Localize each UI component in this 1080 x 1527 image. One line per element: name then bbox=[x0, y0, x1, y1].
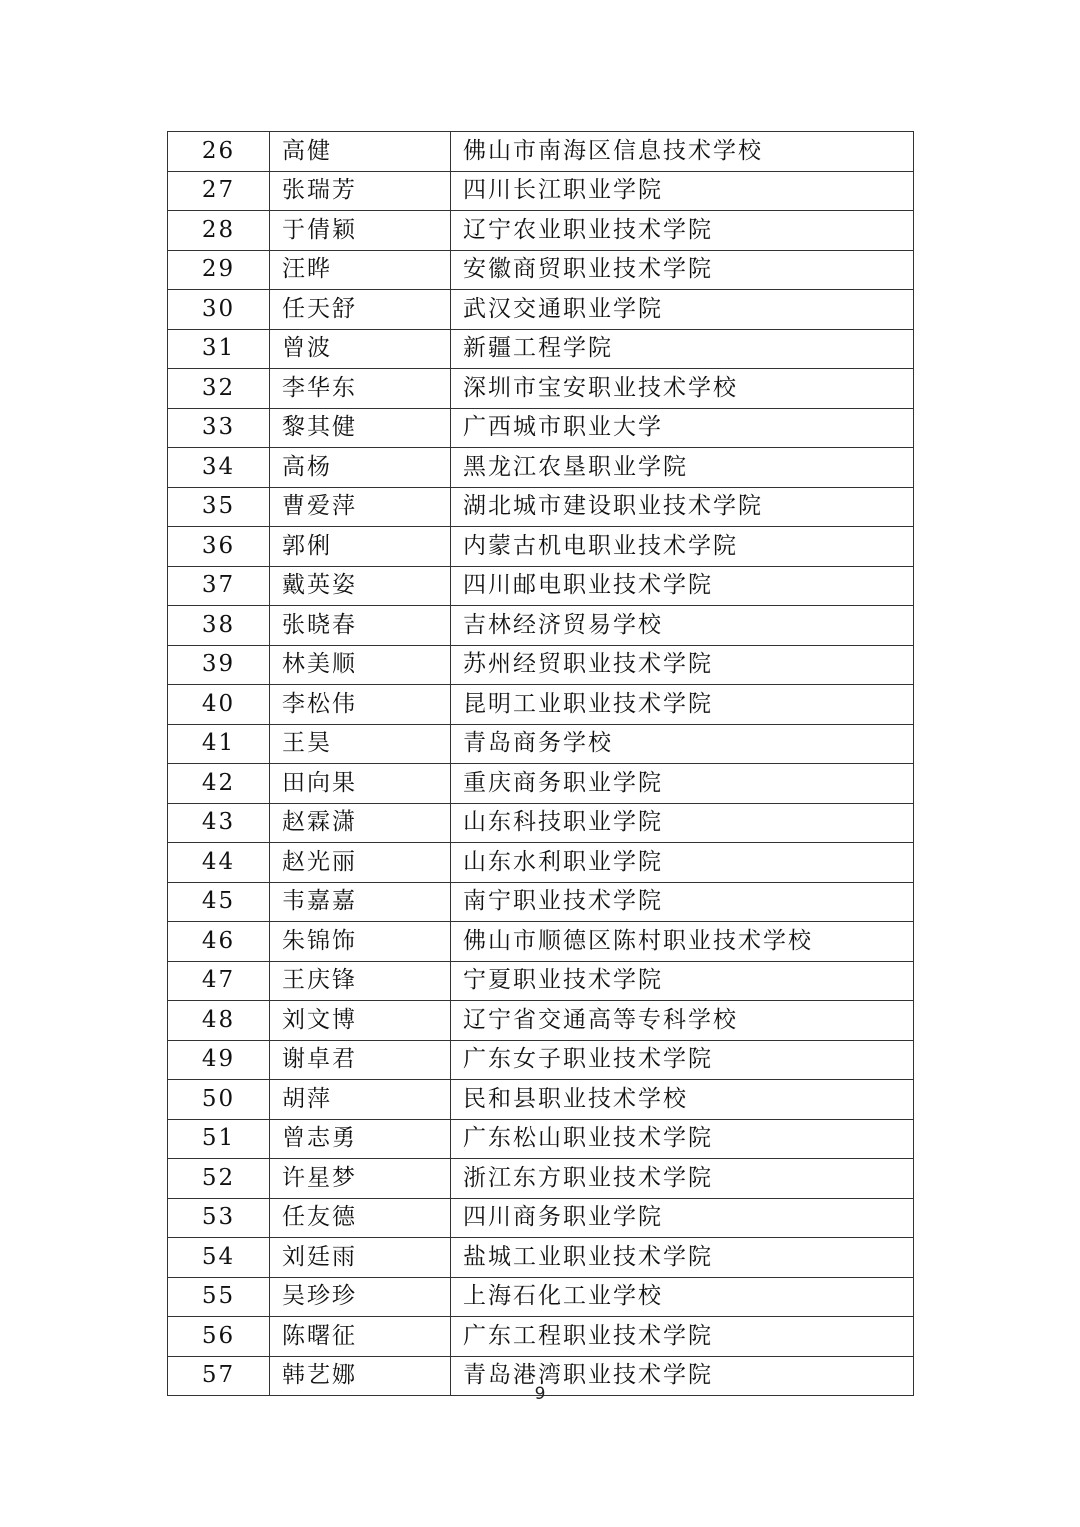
person-name: 李华东 bbox=[270, 369, 451, 409]
row-number: 54 bbox=[168, 1238, 270, 1278]
row-number: 27 bbox=[168, 171, 270, 211]
row-number: 29 bbox=[168, 250, 270, 290]
row-number: 45 bbox=[168, 882, 270, 922]
person-name: 田向果 bbox=[270, 764, 451, 804]
row-number: 56 bbox=[168, 1317, 270, 1357]
person-name: 吴珍珍 bbox=[270, 1277, 451, 1317]
institution-name: 浙江东方职业技术学院 bbox=[451, 1159, 914, 1199]
institution-name: 上海石化工业学校 bbox=[451, 1277, 914, 1317]
table-row bbox=[168, 1277, 914, 1317]
person-name: 韩艺娜 bbox=[270, 1356, 451, 1396]
person-name: 陈曙征 bbox=[270, 1317, 451, 1357]
person-name: 曹爱萍 bbox=[270, 487, 451, 527]
institution-name: 佛山市南海区信息技术学校 bbox=[451, 132, 914, 172]
person-name: 王昊 bbox=[270, 724, 451, 764]
institution-name: 南宁职业技术学院 bbox=[451, 882, 914, 922]
person-name: 谢卓君 bbox=[270, 1040, 451, 1080]
row-number: 28 bbox=[168, 211, 270, 251]
table-row bbox=[168, 369, 914, 409]
institution-name: 黑龙江农垦职业学院 bbox=[451, 448, 914, 488]
row-number: 51 bbox=[168, 1119, 270, 1159]
institution-name: 内蒙古机电职业技术学院 bbox=[451, 527, 914, 567]
row-number: 33 bbox=[168, 408, 270, 448]
table-row bbox=[168, 645, 914, 685]
row-number: 44 bbox=[168, 843, 270, 883]
person-name: 王庆锋 bbox=[270, 961, 451, 1001]
table-row bbox=[168, 408, 914, 448]
person-name: 李松伟 bbox=[270, 685, 451, 725]
table-row bbox=[168, 1080, 914, 1120]
person-name: 任天舒 bbox=[270, 290, 451, 330]
table-row bbox=[168, 1317, 914, 1357]
table-row bbox=[168, 1001, 914, 1041]
roster-body bbox=[168, 132, 914, 1396]
row-number: 57 bbox=[168, 1356, 270, 1396]
person-name: 任友德 bbox=[270, 1198, 451, 1238]
institution-name: 武汉交通职业学院 bbox=[451, 290, 914, 330]
institution-name: 安徽商贸职业技术学院 bbox=[451, 250, 914, 290]
row-number: 38 bbox=[168, 606, 270, 646]
institution-name: 山东科技职业学院 bbox=[451, 803, 914, 843]
table-row bbox=[168, 922, 914, 962]
person-name: 戴英姿 bbox=[270, 566, 451, 606]
table-row bbox=[168, 171, 914, 211]
institution-name: 盐城工业职业技术学院 bbox=[451, 1238, 914, 1278]
institution-name: 广西城市职业大学 bbox=[451, 408, 914, 448]
table-row bbox=[168, 803, 914, 843]
institution-name: 深圳市宝安职业技术学校 bbox=[451, 369, 914, 409]
row-number: 52 bbox=[168, 1159, 270, 1199]
person-name: 黎其健 bbox=[270, 408, 451, 448]
person-name: 赵光丽 bbox=[270, 843, 451, 883]
institution-name: 民和县职业技术学校 bbox=[451, 1080, 914, 1120]
row-number: 31 bbox=[168, 329, 270, 369]
row-number: 50 bbox=[168, 1080, 270, 1120]
row-number: 43 bbox=[168, 803, 270, 843]
person-name: 林美顺 bbox=[270, 645, 451, 685]
row-number: 53 bbox=[168, 1198, 270, 1238]
person-name: 汪晔 bbox=[270, 250, 451, 290]
institution-name: 广东女子职业技术学院 bbox=[451, 1040, 914, 1080]
person-name: 张晓春 bbox=[270, 606, 451, 646]
person-name: 高杨 bbox=[270, 448, 451, 488]
institution-name: 广东工程职业技术学院 bbox=[451, 1317, 914, 1357]
table-row bbox=[168, 566, 914, 606]
table-row bbox=[168, 1040, 914, 1080]
table-row bbox=[168, 882, 914, 922]
institution-name: 青岛港湾职业技术学院 bbox=[451, 1356, 914, 1396]
institution-name: 四川商务职业学院 bbox=[451, 1198, 914, 1238]
row-number: 37 bbox=[168, 566, 270, 606]
table-row bbox=[168, 132, 914, 172]
table-row bbox=[168, 1238, 914, 1278]
person-name: 张瑞芳 bbox=[270, 171, 451, 211]
institution-name: 苏州经贸职业技术学院 bbox=[451, 645, 914, 685]
person-name: 胡萍 bbox=[270, 1080, 451, 1120]
table-row bbox=[168, 487, 914, 527]
table-row bbox=[168, 250, 914, 290]
institution-name: 辽宁农业职业技术学院 bbox=[451, 211, 914, 251]
row-number: 49 bbox=[168, 1040, 270, 1080]
table-row bbox=[168, 1119, 914, 1159]
institution-name: 四川邮电职业技术学院 bbox=[451, 566, 914, 606]
row-number: 30 bbox=[168, 290, 270, 330]
table-row bbox=[168, 211, 914, 251]
table-row bbox=[168, 961, 914, 1001]
table-row bbox=[168, 329, 914, 369]
row-number: 42 bbox=[168, 764, 270, 804]
institution-name: 宁夏职业技术学院 bbox=[451, 961, 914, 1001]
row-number: 39 bbox=[168, 645, 270, 685]
table-row bbox=[168, 606, 914, 646]
institution-name: 吉林经济贸易学校 bbox=[451, 606, 914, 646]
page-number: 9 bbox=[534, 1384, 546, 1404]
row-number: 35 bbox=[168, 487, 270, 527]
table-row bbox=[168, 685, 914, 725]
person-name: 郭俐 bbox=[270, 527, 451, 567]
table-row bbox=[168, 290, 914, 330]
person-name: 韦嘉嘉 bbox=[270, 882, 451, 922]
institution-name: 昆明工业职业技术学院 bbox=[451, 685, 914, 725]
person-name: 曾志勇 bbox=[270, 1119, 451, 1159]
row-number: 41 bbox=[168, 724, 270, 764]
row-number: 46 bbox=[168, 922, 270, 962]
institution-name: 广东松山职业技术学院 bbox=[451, 1119, 914, 1159]
table-row bbox=[168, 764, 914, 804]
institution-name: 湖北城市建设职业技术学院 bbox=[451, 487, 914, 527]
person-name: 赵霖潇 bbox=[270, 803, 451, 843]
table-row bbox=[168, 1159, 914, 1199]
table-row bbox=[168, 843, 914, 883]
table-row bbox=[168, 448, 914, 488]
person-name: 高健 bbox=[270, 132, 451, 172]
row-number: 48 bbox=[168, 1001, 270, 1041]
institution-name: 重庆商务职业学院 bbox=[451, 764, 914, 804]
row-number: 47 bbox=[168, 961, 270, 1001]
institution-name: 青岛商务学校 bbox=[451, 724, 914, 764]
institution-name: 四川长江职业学院 bbox=[451, 171, 914, 211]
institution-name: 辽宁省交通高等专科学校 bbox=[451, 1001, 914, 1041]
roster-table bbox=[167, 131, 914, 1396]
table-row bbox=[168, 724, 914, 764]
institution-name: 佛山市顺德区陈村职业技术学校 bbox=[451, 922, 914, 962]
row-number: 36 bbox=[168, 527, 270, 567]
table-row bbox=[168, 1198, 914, 1238]
table-row bbox=[168, 527, 914, 567]
institution-name: 山东水利职业学院 bbox=[451, 843, 914, 883]
row-number: 26 bbox=[168, 132, 270, 172]
person-name: 于倩颖 bbox=[270, 211, 451, 251]
row-number: 34 bbox=[168, 448, 270, 488]
row-number: 32 bbox=[168, 369, 270, 409]
person-name: 刘文博 bbox=[270, 1001, 451, 1041]
institution-name: 新疆工程学院 bbox=[451, 329, 914, 369]
person-name: 朱锦饰 bbox=[270, 922, 451, 962]
row-number: 40 bbox=[168, 685, 270, 725]
person-name: 曾波 bbox=[270, 329, 451, 369]
person-name: 许星梦 bbox=[270, 1159, 451, 1199]
person-name: 刘廷雨 bbox=[270, 1238, 451, 1278]
row-number: 55 bbox=[168, 1277, 270, 1317]
